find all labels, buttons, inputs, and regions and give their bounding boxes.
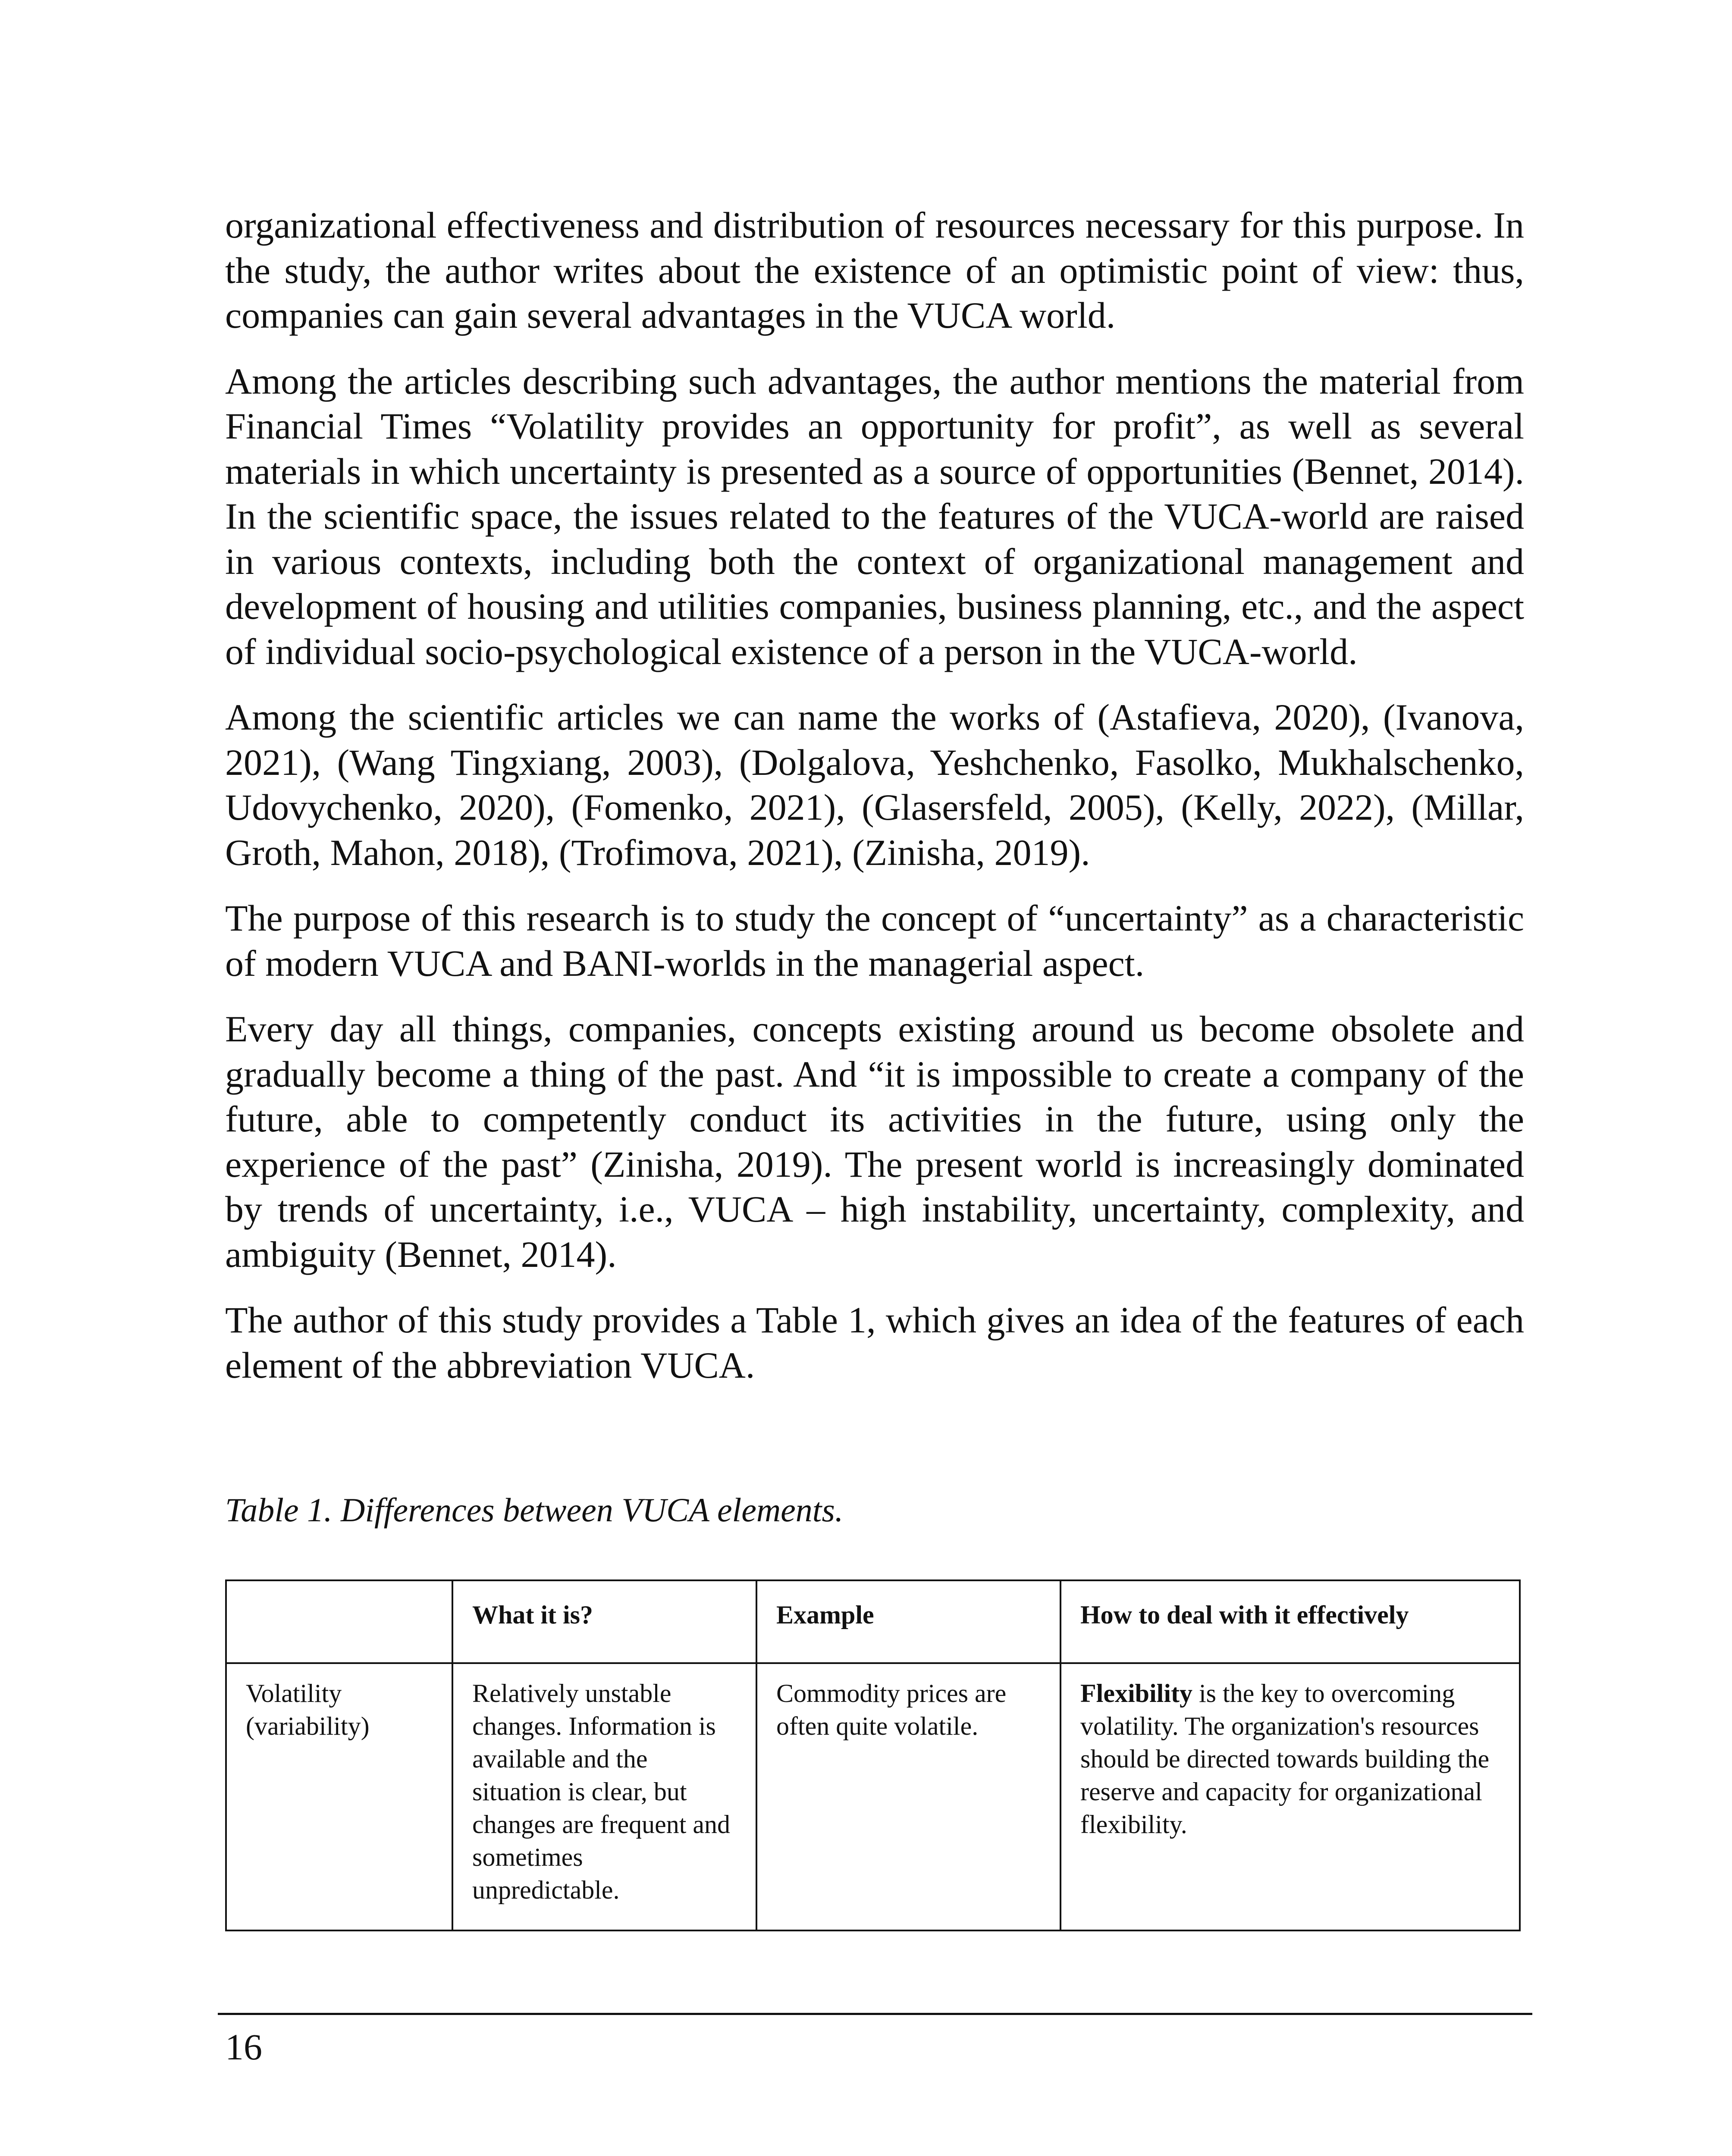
paragraph-5: Every day all things, companies, concepts existing around us become obsolete and gradually become a thing of the past. And “it is impossible to create a company of the future, able to competently conduct its activities in the future, using only the experience of the past” (Zinisha, 2019). The present world is increasingly dominated by trends of uncertainty, i.e., VUCA – high instability, uncertainty, complexity, and ambiguity (Bennet, 2014). bbox=[225, 1008, 1524, 1275]
paragraph-3: Among the scientific articles we can name the works of (Astafieva, 2020), (Ivanova, 2021), (Wang Tingxiang, 2003), (Dolgalova, Yeshchenko, Fasolko, Mukhalschenko, Udovychenko, 2020), (Fomenko, 2021), (Glasersfeld, 2005), (Kelly, 2022), (Millar, Groth, Mahon, 2018), (Trofimova, 2021), (Zinisha, 2019). bbox=[225, 696, 1524, 873]
vuca-table bbox=[225, 1579, 1521, 1931]
table-row bbox=[226, 1663, 1520, 1930]
body-text bbox=[225, 203, 1524, 1408]
table-cell-how-text: is the key to overcoming volatility. The organization's resources should be directed towards building the reserve and capacity for organizational flexibility. bbox=[1080, 1679, 1490, 1839]
table-header-example: Example bbox=[756, 1580, 1061, 1663]
table-cell-how-keyword: Flexibility bbox=[1080, 1679, 1192, 1708]
table-cell-what: Relatively unstable changes. Information is available and the situation is clear, but changes are frequent and sometimes unpredictable. bbox=[452, 1663, 756, 1930]
paragraph-4: The purpose of this research is to study the concept of “uncertainty” as a characteristic of modern VUCA and BANI-worlds in the managerial aspect. bbox=[225, 897, 1524, 984]
paragraph-6: The author of this study provides a Table 1, which gives an idea of the features of each element of the abbreviation VUCA. bbox=[225, 1299, 1524, 1386]
table-cell-example: Commodity prices are often quite volatile. bbox=[756, 1663, 1061, 1930]
table-header-what: What it is? bbox=[452, 1580, 756, 1663]
paragraph-2: Among the articles describing such advantages, the author mentions the material from Financial Times “Volatility provides an opportunity for profit”, as well as several materials in which uncertainty is presented as a source of opportunities (Bennet, 2014). In the scientific space, the issues related to the features of the VUCA-world are raised in various contexts, including both the context of organizational management and development of housing and utilities companies, business planning, etc., and the aspect of individual socio-psychological existence of a person in the VUCA-world. bbox=[225, 360, 1524, 672]
page-number: 16 bbox=[225, 2026, 262, 2068]
table-cell-how bbox=[1061, 1663, 1520, 1930]
table-header-how: How to deal with it effectively bbox=[1061, 1580, 1520, 1663]
table-header-empty bbox=[226, 1580, 452, 1663]
table-header-row bbox=[226, 1580, 1520, 1663]
table-cell-element: Volatility (variability) bbox=[226, 1663, 452, 1930]
paragraph-1: organizational effectiveness and distribution of resources necessary for this purpose. In the study, the author writes about the existence of an optimistic point of view: thus, companies can gain several advantages in the VUCA world. bbox=[225, 204, 1524, 336]
table-caption: Table 1. Differences between VUCA elements. bbox=[225, 1491, 844, 1529]
footer-divider bbox=[218, 2013, 1532, 2015]
